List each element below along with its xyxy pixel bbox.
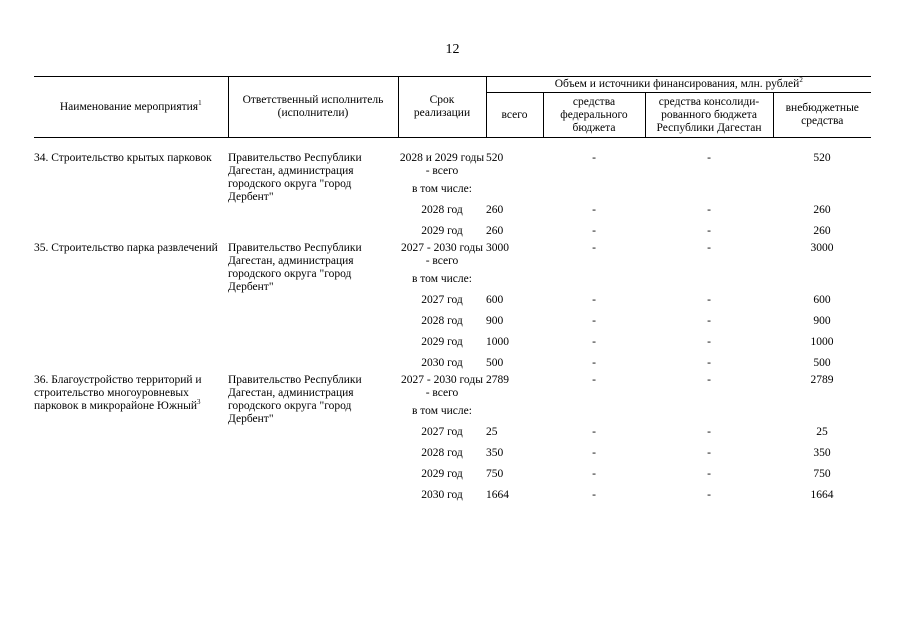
year-federal: -	[592, 426, 596, 438]
year-label: 2028 год	[421, 204, 463, 216]
year-consolidated: -	[707, 426, 711, 438]
year-consolidated: -	[707, 489, 711, 501]
year-federal: -	[592, 447, 596, 459]
year-label: 2028 год	[421, 315, 463, 327]
measure-federal: -	[592, 152, 596, 164]
year-federal: -	[592, 357, 596, 369]
year-consolidated: -	[707, 225, 711, 237]
header-period: Срок реализации	[398, 77, 486, 138]
measure-consolidated: -	[707, 242, 711, 254]
header-executor: Ответственный исполнитель (исполнители)	[228, 77, 398, 138]
header-extra: внебюджетные средства	[773, 93, 871, 138]
year-consolidated: -	[707, 468, 711, 480]
measure-period: 2027 - 2030 годы - всего	[401, 242, 483, 267]
year-consolidated: -	[707, 447, 711, 459]
header-measure-name: Наименование мероприятия$^1$	[34, 77, 228, 138]
measure-name: 35. Строительство парка развлечений	[34, 242, 218, 254]
including-label: в том числе:	[412, 273, 472, 285]
year-federal: -	[592, 294, 596, 306]
year-extra: 350	[813, 447, 831, 459]
measure-executor: Правительство Республики Дагестан, администрация городского округа "город Дербент"	[228, 152, 362, 203]
year-consolidated: -	[707, 294, 711, 306]
measure-extra: 2789	[810, 374, 834, 386]
table-row	[34, 242, 871, 269]
year-consolidated: -	[707, 204, 711, 216]
year-total: 1000	[486, 336, 509, 348]
year-federal: -	[592, 204, 596, 216]
measure-extra: 3000	[810, 242, 834, 254]
measure-total: 3000	[486, 242, 509, 254]
year-total: 1664	[486, 489, 509, 501]
measure-executor: Правительство Республики Дагестан, администрация городского округа "город Дербент"	[228, 242, 362, 293]
year-extra: 260	[813, 225, 831, 237]
measure-federal: -	[592, 374, 596, 386]
year-label: 2027 год	[421, 426, 463, 438]
header-federal: средства федерального бюджета	[543, 93, 645, 138]
table-row	[34, 152, 871, 179]
measure-period: 2028 и 2029 годы - всего	[399, 152, 485, 177]
year-label: 2027 год	[421, 294, 463, 306]
year-total: 750	[486, 468, 504, 480]
measure-period: 2027 - 2030 годы - всего	[401, 374, 483, 399]
year-federal: -	[592, 489, 596, 501]
year-extra: 1664	[810, 489, 834, 501]
year-total: 600	[486, 294, 504, 306]
table-row	[34, 374, 871, 401]
year-total: 25	[486, 426, 498, 438]
year-consolidated: -	[707, 357, 711, 369]
year-total: 260	[486, 204, 504, 216]
year-extra: 260	[813, 204, 831, 216]
measure-name: 36. Благоустройство территорий и строительство многоуровневых парковок в микрорайоне Южный$^3$	[34, 374, 202, 412]
year-extra: 900	[813, 315, 831, 327]
measure-federal: -	[592, 242, 596, 254]
year-extra: 500	[813, 357, 831, 369]
year-label: 2028 год	[421, 447, 463, 459]
year-consolidated: -	[707, 315, 711, 327]
header-funding: Объем и источники финансирования, млн. рублей$^2$	[486, 77, 871, 93]
measure-consolidated: -	[707, 152, 711, 164]
measure-name: 34. Строительство крытых парковок	[34, 152, 212, 164]
page-number: 12	[445, 42, 460, 57]
year-label: 2029 год	[421, 336, 463, 348]
year-label: 2029 год	[421, 225, 463, 237]
year-federal: -	[592, 336, 596, 348]
measure-total: 2789	[486, 374, 509, 386]
measure-total: 520	[486, 152, 504, 164]
year-extra: 25	[816, 426, 828, 438]
year-total: 500	[486, 357, 504, 369]
year-consolidated: -	[707, 336, 711, 348]
year-label: 2029 год	[421, 468, 463, 480]
year-total: 260	[486, 225, 504, 237]
header-total: всего	[486, 93, 543, 138]
table-body	[34, 138, 871, 507]
year-federal: -	[592, 468, 596, 480]
year-extra: 600	[813, 294, 831, 306]
header-consolidated: средства консолиди-рованного бюджета Республики Дагестан	[645, 93, 773, 138]
year-total: 900	[486, 315, 504, 327]
year-label: 2030 год	[421, 357, 463, 369]
including-label: в том числе:	[412, 405, 472, 417]
year-extra: 1000	[810, 336, 834, 348]
including-label: в том числе:	[412, 183, 472, 195]
year-federal: -	[592, 225, 596, 237]
measure-consolidated: -	[707, 374, 711, 386]
measure-extra: 520	[813, 152, 831, 164]
year-federal: -	[592, 315, 596, 327]
year-total: 350	[486, 447, 504, 459]
year-extra: 750	[813, 468, 831, 480]
year-label: 2030 год	[421, 489, 463, 501]
measure-executor: Правительство Республики Дагестан, администрация городского округа "город Дербент"	[228, 374, 362, 425]
financing-table	[34, 76, 871, 506]
